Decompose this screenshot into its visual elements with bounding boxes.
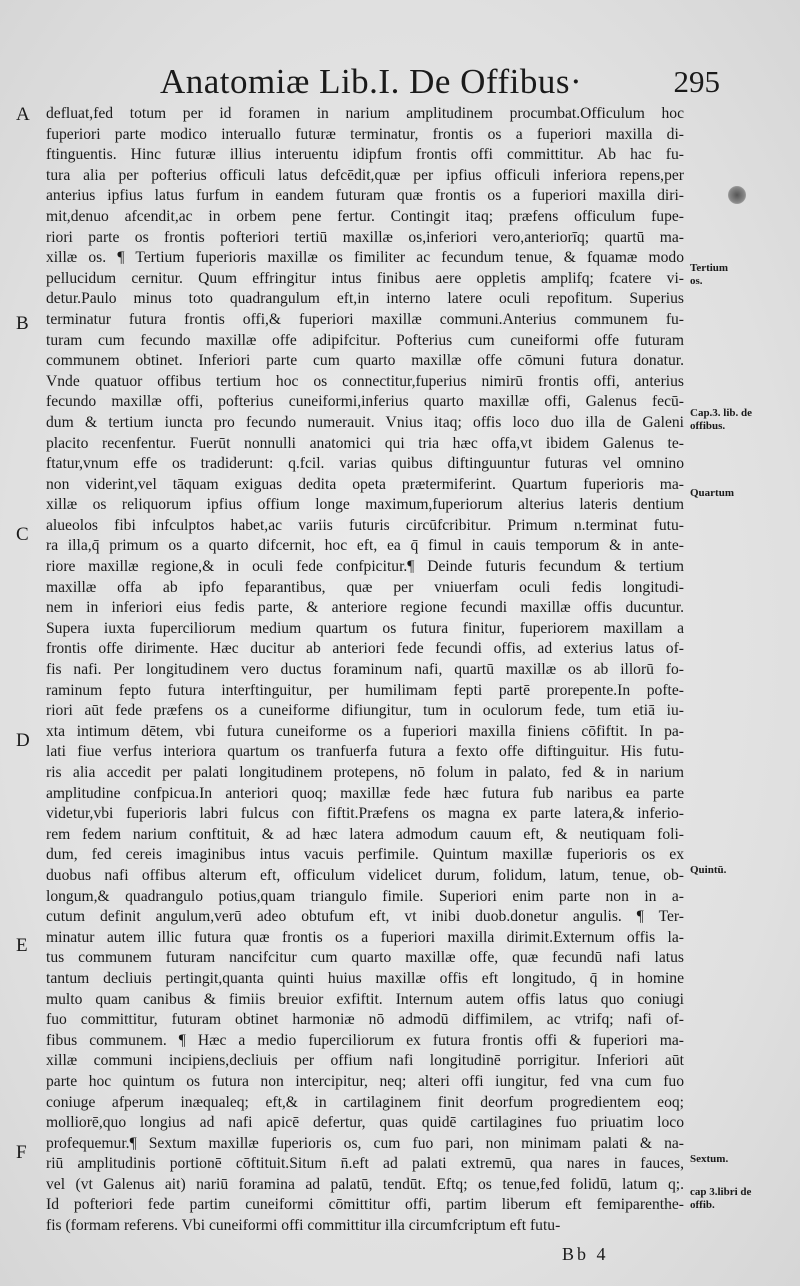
page-number: 295 <box>673 64 720 99</box>
text-line: fibus communem. ¶ Hæc a medio fuperciliorum ex futura frontis offi & fuperiori ma- <box>46 1031 684 1049</box>
text-line: defluat,fed totum per id foramen in narium amplitudinem procumbat.Officulum hoc <box>46 105 684 122</box>
text-line: duobus nafi offibus alterum eft, officulum videlicet durum, folidum, latum, tenue, ob- <box>46 866 684 884</box>
text-line: ris alia accedit per palati longitudinem protepens, nō folum in palato, fed & in narium <box>46 764 684 781</box>
margin-note-sextum: Sextum. <box>690 1153 729 1165</box>
running-header <box>160 62 720 106</box>
text-line: terminatur futura frontis offi,& fuperiori maxillæ communi.Anterius communem fu- <box>46 310 684 328</box>
text-line: rem fedem narium conftituit, & ad hæc latera admodum cauum eft, & neutiquam foli- <box>46 825 684 843</box>
text-line: minatur autem illic futura quæ frontis os a fuperiori maxilla dirimit.Externum offis la- <box>46 928 684 946</box>
section-letter-f: F <box>16 1142 27 1163</box>
text-line: tus communem futuram nancifcitur cum quarto maxillæ offe, quæ fecundū nafi latus <box>46 949 684 967</box>
text-line: molliorē,quo longius ad nafi apicē defertur, quas quidē cartilagines fuo priuatim loco <box>46 1114 684 1132</box>
text-line: fis nafi. Per longitudinem vero ductus foraminum nafi, quartū maxillæ os ab illorū fo- <box>46 661 684 679</box>
text-line: riore maxillæ regione,& in oculi fede confpicitur.¶ Deinde futuris fecundum & tertium <box>46 558 684 576</box>
text-line: turam cum fecundo maxillæ offe adipifcitur. Pofterius cum cuneiformi offe futuram <box>46 331 684 349</box>
text-line: xta intimum dētem, vbi futura cuneiforme os a fuperiori maxilla finiens cōfiftit. In pa- <box>46 722 684 740</box>
text-line: fecundo maxillæ offi, pofterius cuneiformi,inferius quarto maxillæ offi, Galenus fecū- <box>46 393 684 411</box>
running-title: Anatomiæ Lib.I. De Offibus· <box>160 62 583 101</box>
text-line: fuo committitur, futuram obtinet harmoniæ nō admodū diffimilem, ac vtrifq; nafi of- <box>46 1011 684 1029</box>
text-line: fuperiori parte modico interuallo futuræ terminatur, frontis os a fuperiori maxilla di- <box>46 125 684 143</box>
text-line: communem obtinet. Inferiori parte cum quarto maxillæ offe cōmuni futura donatur. <box>46 352 684 370</box>
text-line: coniuge afperum inæqualeq; eft,& in cartilaginem finit deorfum progredientem eoq; <box>46 1093 684 1111</box>
ink-blot <box>728 186 746 204</box>
text-line: profequemur.¶ Sextum maxillæ fuperioris os, cum fuo pari, non minimam palati & na- <box>46 1134 684 1152</box>
margin-note-quartum: Quartum <box>690 487 734 499</box>
text-line: ftatur,vnum effe os tradiderunt: q.fcil. varias quibus diftinguuntur futuras vel omnino <box>46 455 684 473</box>
text-line: maxillæ offa ab ipfo feparantibus, quæ per vniuerfam oculi fedis longitudi- <box>46 578 684 596</box>
text-line: fis (formam referens. Vbi cuneiformi offi committitur illa circumfcriptum eft futu- <box>46 1217 561 1235</box>
text-line: ra illa,q̄ primum os a quarto difcernit, hoc eft, ea q̄ fimul in cauis temporum & in ante- <box>46 537 684 555</box>
margin-note-quintum: Quintū. <box>690 864 727 876</box>
section-letter-c: C <box>16 524 29 545</box>
text-line: tantum decliuis pertingit,quanta quinti huius maxillæ offis eft longitudo, q̄ in homine <box>46 969 684 987</box>
text-line: riori aūt fede præfens os a cuneiforme difiungitur, tum in oculorum fede, tum etiā iu- <box>46 702 684 720</box>
margin-note-cap3-1: Cap.3. lib. de offibus. <box>690 407 753 432</box>
section-letter-e: E <box>16 935 28 956</box>
text-line: placito recenfentur. Fuerūt nonnulli anatomici qui tria hæc offa,vt ibidem Galenus te- <box>46 434 684 452</box>
text-line: mit,denuo afcendit,ac in orbem pene fertur. Contingit itaq; præfens officulum fupe- <box>46 207 684 225</box>
text-line: riori parte os frontis pofteriori tertiū maxillæ os,inferiori vero,anteriorīq; quartū ma- <box>46 228 684 246</box>
body-text <box>46 104 684 1237</box>
section-letter-b: B <box>16 313 29 334</box>
text-line: parte hoc quintum os futura non intercipitur, neq; alteri offi iungitur, fed vna cum fuo <box>46 1072 684 1090</box>
margin-note-cap3-2: cap 3.libri de offib. <box>690 1186 752 1211</box>
text-line: xillæ os. ¶ Tertium fuperioris maxillæ os fimiliter ac fecundum tenue, & fquamæ modo <box>46 249 684 267</box>
text-line: cutum definit angulum,verū adeo obtufum eft, vt inibi duob.donetur angulis. ¶ Ter- <box>46 908 684 926</box>
text-line: ftinguentis. Hinc futuræ illius interuentu idipfum frontis offi committitur. Ab hac fu- <box>46 146 684 164</box>
text-line: frontis offe dirimente. Hæc ducitur ab anteriori fede fecundi offis, ad exterius latus of- <box>46 640 684 658</box>
text-line: anterius ipfius latus furfum in eandem futuram quæ frontis os a fuperiori maxilla diri- <box>46 187 684 205</box>
text-line: longum,& quadrangulo potius,quam triangulo fimile. Superiori enim parte non in a- <box>46 887 684 905</box>
text-line: dum & tertium iuncta pro fecundo numerauit. Vnius itaq; offis loco duo illa de Galeni <box>46 413 684 431</box>
text-line: xillæ os reliquorum ipfius offium longe maximum,fuperiorum alterius lateris dentium <box>46 496 684 514</box>
section-letter-a: A <box>16 104 30 125</box>
text-line: tura alia per pofterius officuli latus defcēdit,quæ per ipfius officuli inferiora repens,per <box>46 166 684 184</box>
text-line: Id pofteriori fede partim cuneiformi cōmittitur offi, partim liberum eft femiparenthe- <box>46 1196 684 1214</box>
text-line: amplitudine confpicua.In anteriori quoq; maxillæ fede hæc futura fub naribus ea parte <box>46 784 684 802</box>
section-letter-d: D <box>16 730 30 751</box>
text-line: raminum fepto futura interftinguitur, per humilimam fepti partē prorepente.In pofte- <box>46 681 684 699</box>
text-line: dum, fed cereis imaginibus intus vacuis perfimile. Quintum maxillæ fuperioris os ex <box>46 846 684 864</box>
text-line: videtur,vbi fuperioris labri fulcus con fiftit.Præfens os magna ex parte latera,& inferio- <box>46 805 684 823</box>
text-line: riū amplitudinis portionē cōftituit.Situm n̄.eft ad palati extremū, qua nares in fauces, <box>46 1155 684 1173</box>
text-line: vel (vt Galenus ait) nariū foramina ad palatū, tendūt. Eftq; os tenue,fed folidū, latum q;. <box>46 1175 684 1193</box>
margin-note-tertium: Tertium os. <box>690 262 729 287</box>
text-line: multo quam canibus & fimiis breuior exfiftit. Internum autem offis latus quo coniugi <box>46 990 684 1008</box>
text-line: lati fiue verfus interiora quartum os tranfuerfa futura a fexto offe diftinguitur. His futu- <box>46 743 684 761</box>
text-line: alueolos fibi infculptos habet,ac variis futuris circūfcribitur. Primum n.terminat futu- <box>46 516 684 534</box>
text-line: xillæ communi incipiens,decliuis per offium nafi longitudinē porrigitur. Inferiori aūt <box>46 1052 684 1070</box>
text-line: pellucidum cernitur. Quum effringitur intus finibus aere oppletis amplifq; fcatere vi- <box>46 269 684 287</box>
text-line: detur.Paulo minus toto quadrangulum eft,in interno latere oculi repofitum. Superius <box>46 290 684 308</box>
signature-mark: Bb 4 <box>562 1244 609 1264</box>
text-line: Vnde quatuor offibus tertium hoc os connectitur,fuperius nimirū frontis offi, anterius <box>46 372 684 390</box>
text-line: nem in inferiori eius fedis parte, & anteriore regione fecundi maxillæ offis ducuntur. <box>46 599 684 617</box>
text-line: Supera iuxta fuperciliorum medium quartum os futura finitur, fuperiorem maxillam a <box>46 619 684 637</box>
text-line: non viderint,vel tāquam exiguas dedita opeta prætermiferint. Quartum fuperioris ma- <box>46 475 684 493</box>
